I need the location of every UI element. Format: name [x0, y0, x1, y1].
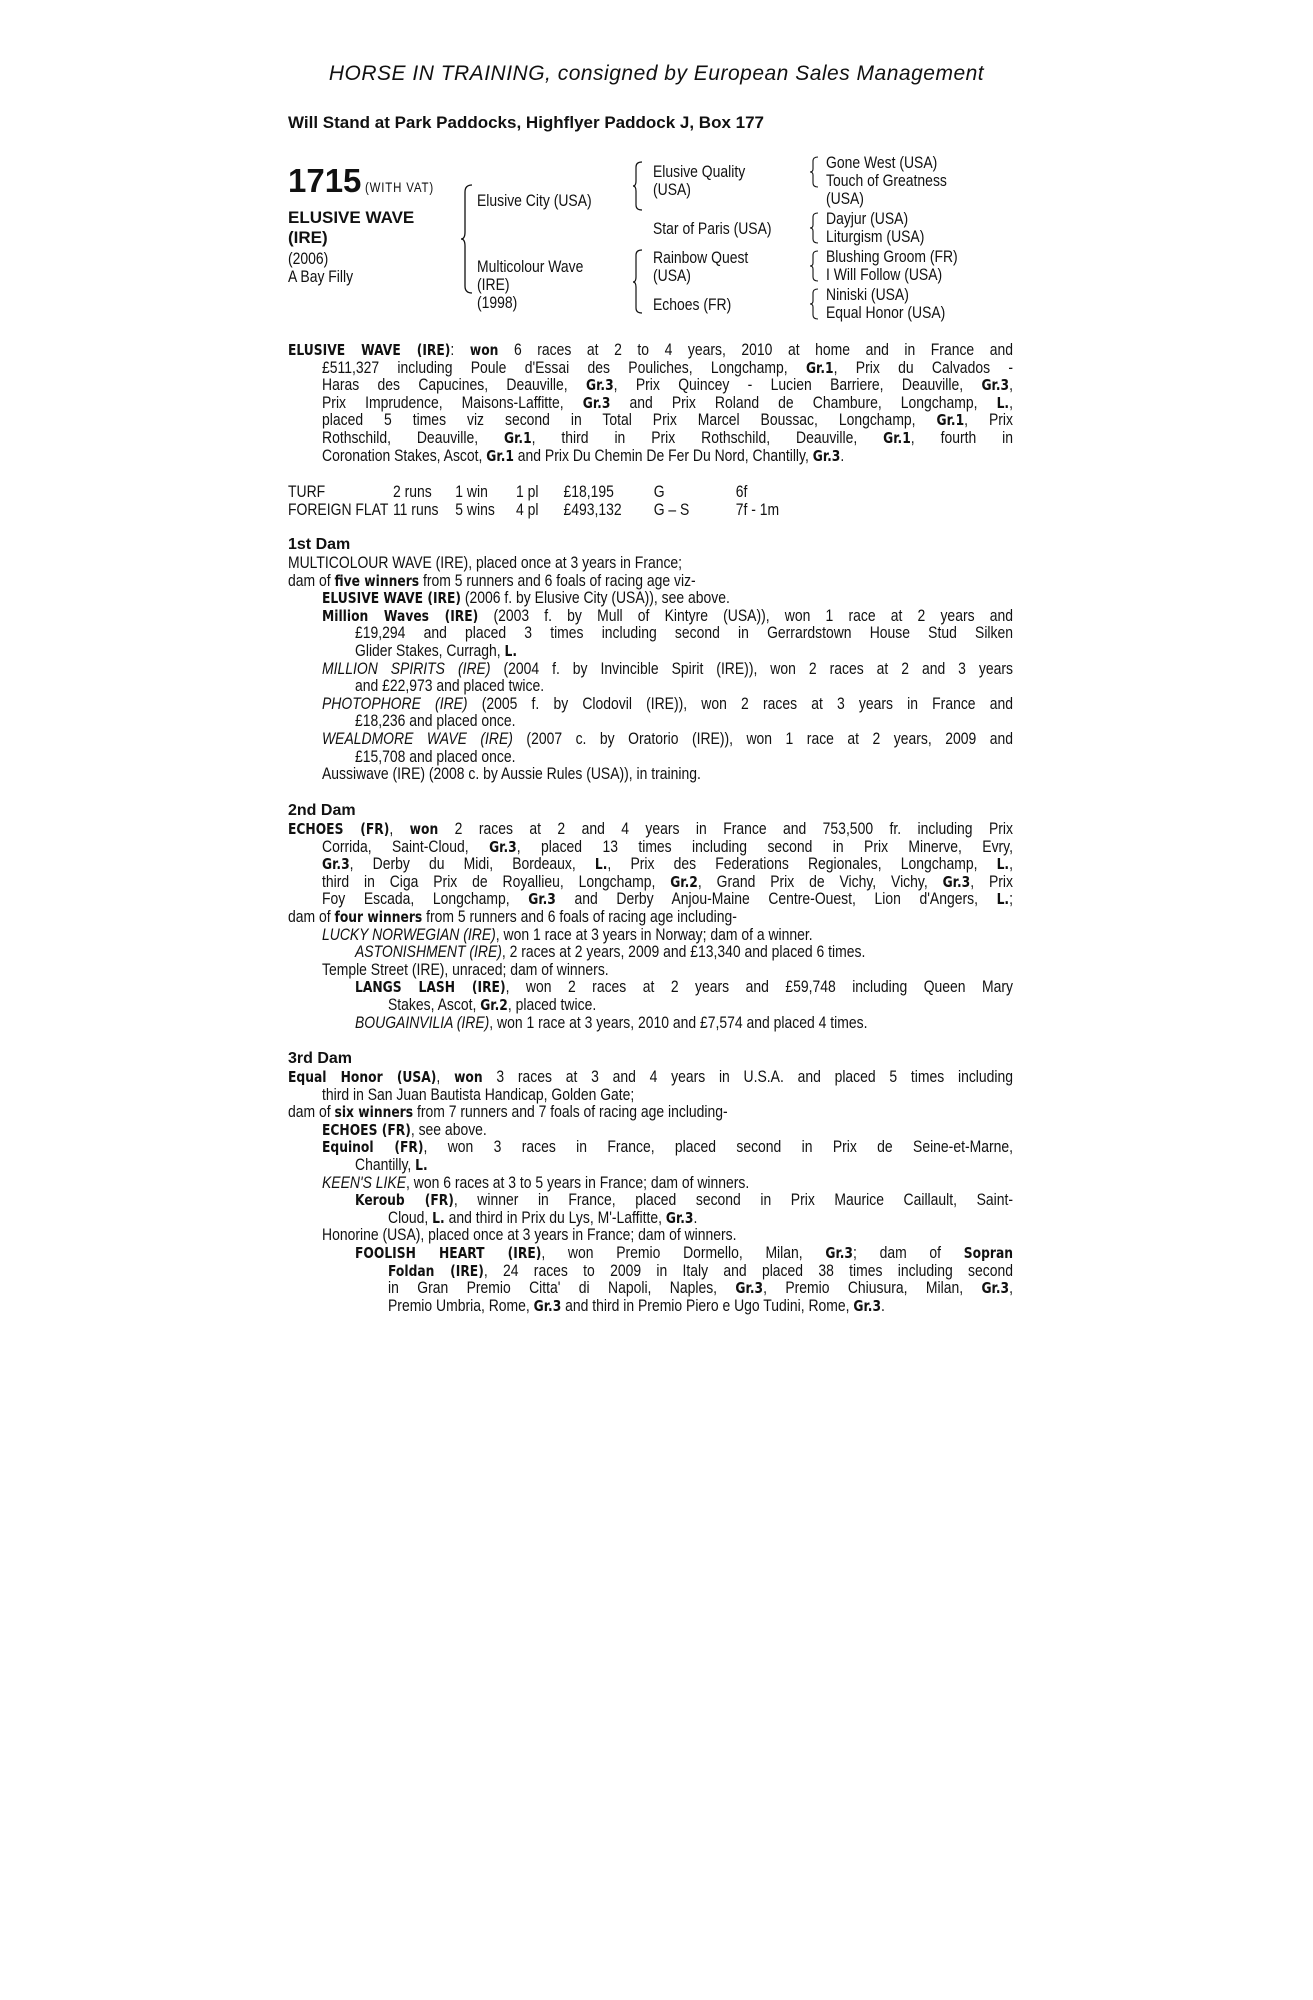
third-dam-section	[288, 1050, 1168, 1314]
third-dam-title: 3rd Dam	[288, 1050, 353, 1067]
third-dam-line	[288, 1138, 1168, 1156]
horse-name-line1: ELUSIVE WAVE	[288, 208, 415, 227]
second-dam-line	[288, 838, 1168, 856]
third-dam-text: Honorine (USA), placed once at 3 years in France; dam of winners.	[322, 1225, 737, 1245]
first-dam-text	[288, 554, 1168, 783]
stats-cell: £18,195	[563, 482, 614, 501]
third-dam-line	[288, 1262, 1168, 1280]
second-dam-text	[288, 820, 1168, 1031]
first-dam-text: Million Waves (IRE) (2003 f. by Mull of Kintyre (USA)), won 1 race at 2 years and	[322, 605, 1013, 625]
sire-dam-brace	[460, 184, 474, 294]
catalogue-header: HORSE IN TRAINING, consigned by European Sales Management	[328, 62, 985, 85]
second-dam-text: Stakes, Ascot, Gr.2, placed twice.	[388, 994, 597, 1014]
third-dam-text: third in San Juan Bautista Handicap, Golden Gate;	[322, 1084, 635, 1104]
stats-cell: 2 runs	[392, 482, 432, 501]
second-dam-line	[288, 978, 1168, 996]
dd-parents-brace	[809, 288, 819, 320]
second-dam-line	[288, 1014, 1168, 1032]
first-dam-text: ELUSIVE WAVE (IRE) (2006 f. by Elusive City (USA)), see above.	[322, 588, 730, 608]
third-dam-line	[288, 1086, 1168, 1104]
ss-parents-brace	[809, 156, 819, 188]
ddd: Equal Honor (USA)	[826, 303, 946, 322]
record-line	[288, 447, 1168, 465]
record-line	[288, 376, 1168, 394]
first-dam-line	[288, 730, 1168, 748]
first-dam-line	[288, 554, 1168, 572]
second-dam-line	[288, 961, 1168, 979]
second-dam-line	[288, 926, 1168, 944]
dam-parents-brace	[632, 249, 644, 314]
sss: Gone West (USA)	[826, 153, 938, 172]
third-dam-text: Cloud, L. and third in Prix du Lys, M'-Laffitte, Gr.3.	[388, 1207, 698, 1227]
second-dam-text: BOUGAINVILIA (IRE), won 1 race at 3 years, 2010 and £7,574 and placed 4 times.	[355, 1012, 868, 1032]
sire-sire-line2: (USA)	[653, 180, 691, 199]
stats-cell: 5 wins	[455, 499, 495, 519]
record-text: £511,327 including Poule d'Essai des Pouliches, Longchamp, Gr.1, Prix du Calvados -	[322, 357, 1013, 377]
stats-cell: FOREIGN FLAT	[288, 499, 389, 519]
third-dam-line	[288, 1174, 1168, 1192]
record-line	[288, 341, 1168, 359]
sire-parents-brace	[632, 161, 644, 211]
dds: Niniski (USA)	[826, 285, 909, 304]
first-dam-text: and £22,973 and placed twice.	[355, 676, 545, 696]
stats-row	[288, 501, 801, 519]
dsd: I Will Follow (USA)	[826, 265, 943, 284]
foaling-year: (2006)	[288, 249, 329, 268]
horse-name	[288, 208, 414, 248]
third-dam-line	[288, 1103, 1168, 1121]
first-dam-text: dam of five winners from 5 runners and 6 foals of racing age viz-	[288, 570, 696, 590]
first-dam-line	[288, 695, 1168, 713]
second-dam-title: 2nd Dam	[288, 802, 356, 819]
first-dam-title: 1st Dam	[288, 536, 351, 553]
stats-cell: G – S	[653, 499, 690, 519]
stats-cell: 4 pl	[515, 499, 539, 519]
first-dam-text: £15,708 and placed once.	[355, 746, 516, 766]
third-dam-text: Keroub (FR), winner in France, placed second in Prix Maurice Caillault, Saint-	[355, 1190, 1014, 1210]
second-dam-text: Gr.3, Derby du Midi, Bordeaux, L., Prix des Federations Regionales, Longchamp, L.,	[322, 854, 1013, 874]
ssd-line1: Touch of Greatness	[826, 171, 947, 190]
record-text: ELUSIVE WAVE (IRE): won 6 races at 2 to 4 years, 2010 at home and in France and	[288, 340, 1013, 359]
second-dam-text: third in Ciga Prix de Royallieu, Longchamp, Gr.2, Grand Prix de Vichy, Vichy, Gr.3, Prix	[322, 871, 1013, 891]
record-line	[288, 359, 1168, 377]
first-dam-line	[288, 660, 1168, 678]
first-dam-text: £18,236 and placed once.	[355, 711, 516, 731]
first-dam-line	[288, 572, 1168, 590]
second-dam-line	[288, 943, 1168, 961]
record-text: Haras des Capucines, Deauville, Gr.3, Prix Quincey - Lucien Barriere, Deauville, Gr.3,	[322, 375, 1013, 395]
stats-table	[288, 483, 801, 518]
first-dam-text: Glider Stakes, Curragh, L.	[355, 640, 518, 660]
second-dam-text: dam of four winners from 5 runners and 6 foals of racing age including-	[288, 906, 737, 926]
third-dam-text: KEEN'S LIKE, won 6 races at 3 to 5 years in France; dam of winners.	[322, 1172, 750, 1192]
record-text: placed 5 times viz second in Total Prix Marcel Boussac, Longchamp, Gr.1, Prix	[322, 410, 1014, 430]
third-dam-line	[288, 1068, 1168, 1086]
record-line	[288, 429, 1168, 447]
first-dam-text: MILLION SPIRITS (IRE) (2004 f. by Invincible Spirit (IRE)), won 2 races at 2 and 3 years	[322, 658, 1014, 678]
record-text: Coronation Stakes, Ascot, Gr.1 and Prix Du Chemin De Fer Du Nord, Chantilly, Gr.3.	[322, 445, 845, 465]
third-dam-text: Equal Honor (USA), won 3 races at 3 and 4 years in U.S.A. and placed 5 times including	[288, 1067, 1013, 1086]
third-dam-line	[288, 1191, 1168, 1209]
stats-row	[288, 483, 801, 501]
ssd-line2: (USA)	[826, 189, 864, 208]
record-line	[288, 394, 1168, 412]
first-dam-line	[288, 712, 1168, 730]
stats-cell: G	[653, 482, 665, 501]
record-text: Rothschild, Deauville, Gr.1, third in Prix Rothschild, Deauville, Gr.1, fourth in	[322, 427, 1014, 447]
first-dam-text: MULTICOLOUR WAVE (IRE), placed once at 3 years in France;	[288, 553, 683, 572]
dam-sire-line2: (USA)	[653, 266, 691, 285]
dss: Blushing Groom (FR)	[826, 247, 958, 266]
sire-sire-line1: Elusive Quality	[653, 162, 746, 181]
second-dam-text: Temple Street (IRE), unraced; dam of winners.	[322, 959, 609, 979]
third-dam-line	[288, 1244, 1168, 1262]
second-dam-text: Corrida, Saint-Cloud, Gr.3, placed 13 times including second in Prix Minerve, Evry,	[322, 836, 1013, 856]
vat-note: (WITH VAT)	[365, 179, 435, 195]
dam-line3: (1998)	[477, 293, 518, 312]
second-dam-line	[288, 820, 1168, 838]
stats-cell: 7f - 1m	[735, 499, 780, 519]
first-dam-line	[288, 607, 1168, 625]
first-dam-text: £19,294 and placed 3 times including second in Gerrardstown House Stud Silken	[355, 623, 1013, 643]
stats-cell: 1 pl	[515, 482, 539, 501]
sd-parents-brace	[809, 212, 819, 244]
third-dam-line	[288, 1297, 1168, 1315]
horse-name-line2: (IRE)	[288, 228, 328, 247]
sdd: Liturgism (USA)	[826, 227, 925, 246]
third-dam-text: Equinol (FR), won 3 races in France, placed second in Prix de Seine-et-Marne,	[322, 1137, 1013, 1157]
first-dam-text: WEALDMORE WAVE (IRE) (2007 c. by Oratorio (IRE)), won 1 race at 2 years, 2009 and	[322, 728, 1013, 748]
second-dam-text: LANGS LASH (IRE), won 2 races at 2 years and £59,748 including Queen Mary	[355, 977, 1013, 997]
third-dam-text: dam of six winners from 7 runners and 7 foals of racing age including-	[288, 1102, 728, 1122]
stats-cell: £493,132	[563, 499, 622, 519]
third-dam-text: in Gran Premio Citta' di Napoli, Naples, Gr.3, Premio Chiusura, Milan, Gr.3,	[388, 1278, 1013, 1298]
stats-cell: TURF	[288, 482, 326, 501]
stats-cell: 11 runs	[392, 499, 439, 519]
sds: Dayjur (USA)	[826, 209, 909, 228]
second-dam-text: ASTONISHMENT (IRE), 2 races at 2 years, 2009 and £13,340 and placed 6 times.	[355, 942, 866, 962]
first-dam-line	[288, 589, 1168, 607]
third-dam-line	[288, 1279, 1168, 1297]
first-dam-line	[288, 765, 1168, 783]
third-dam-text: Foldan (IRE), 24 races to 2009 in Italy and placed 38 times including second	[388, 1260, 1013, 1280]
dam-dam: Echoes (FR)	[653, 295, 732, 314]
race-record	[288, 341, 1168, 464]
lot-number: 1715	[288, 162, 362, 199]
record-line	[288, 411, 1168, 429]
third-dam-text: Chantilly, L.	[355, 1154, 428, 1174]
ds-parents-brace	[809, 250, 819, 282]
third-dam-line	[288, 1209, 1168, 1227]
first-dam-line	[288, 624, 1168, 642]
second-dam-text: Foy Escada, Longchamp, Gr.3 and Derby Anjou-Maine Centre-Ouest, Lion d'Angers, L.;	[322, 889, 1013, 909]
stats-cell: 1 win	[455, 482, 488, 501]
first-dam-line	[288, 642, 1168, 660]
third-dam-text: FOOLISH HEART (IRE), won Premio Dormello, Milan, Gr.3; dam of Sopran	[355, 1242, 1013, 1262]
dam-sire-line1: Rainbow Quest	[653, 248, 749, 267]
lot-heading	[288, 162, 450, 200]
third-dam-line	[288, 1121, 1168, 1139]
third-dam-text: Premio Umbria, Rome, Gr.3 and third in Premio Piero e Ugo Tudini, Rome, Gr.3.	[388, 1295, 885, 1315]
racing-stats	[288, 483, 914, 518]
third-dam-line	[288, 1226, 1168, 1244]
third-dam-line	[288, 1156, 1168, 1174]
first-dam-text: Aussiwave (IRE) (2008 c. by Aussie Rules (USA)), in training.	[322, 764, 701, 784]
first-dam-section	[288, 536, 1168, 783]
first-dam-text: PHOTOPHORE (IRE) (2005 f. by Clodovil (IRE)), won 2 races at 3 years in France and	[322, 693, 1013, 713]
horse-description: A Bay Filly	[288, 266, 354, 286]
second-dam-section	[288, 802, 1168, 1031]
horse-details	[288, 250, 353, 285]
second-dam-text: LUCKY NORWEGIAN (IRE), won 1 race at 3 years in Norway; dam of a winner.	[322, 924, 813, 944]
second-dam-line	[288, 873, 1168, 891]
dam-line2: (IRE)	[477, 275, 510, 294]
sire: Elusive City (USA)	[477, 191, 592, 210]
stand-location: Will Stand at Park Paddocks, Highflyer Paddock J, Box 177	[288, 113, 764, 132]
record-text: Prix Imprudence, Maisons-Laffitte, Gr.3 and Prix Roland de Chambure, Longchamp, L.,	[322, 392, 1013, 412]
first-dam-line	[288, 677, 1168, 695]
second-dam-line	[288, 908, 1168, 926]
third-dam-text: ECHOES (FR), see above.	[322, 1119, 487, 1139]
third-dam-text	[288, 1068, 1168, 1314]
second-dam-line	[288, 855, 1168, 873]
second-dam-text: ECHOES (FR), won 2 races at 2 and 4 years in France and 753,500 fr. including Prix	[288, 819, 1013, 838]
second-dam-line	[288, 996, 1168, 1014]
stats-cell: 6f	[735, 482, 748, 501]
first-dam-line	[288, 748, 1168, 766]
sire-dam: Star of Paris (USA)	[653, 219, 772, 238]
second-dam-line	[288, 890, 1168, 908]
race-record-text	[288, 341, 1168, 464]
dam-line1: Multicolour Wave	[477, 257, 584, 276]
